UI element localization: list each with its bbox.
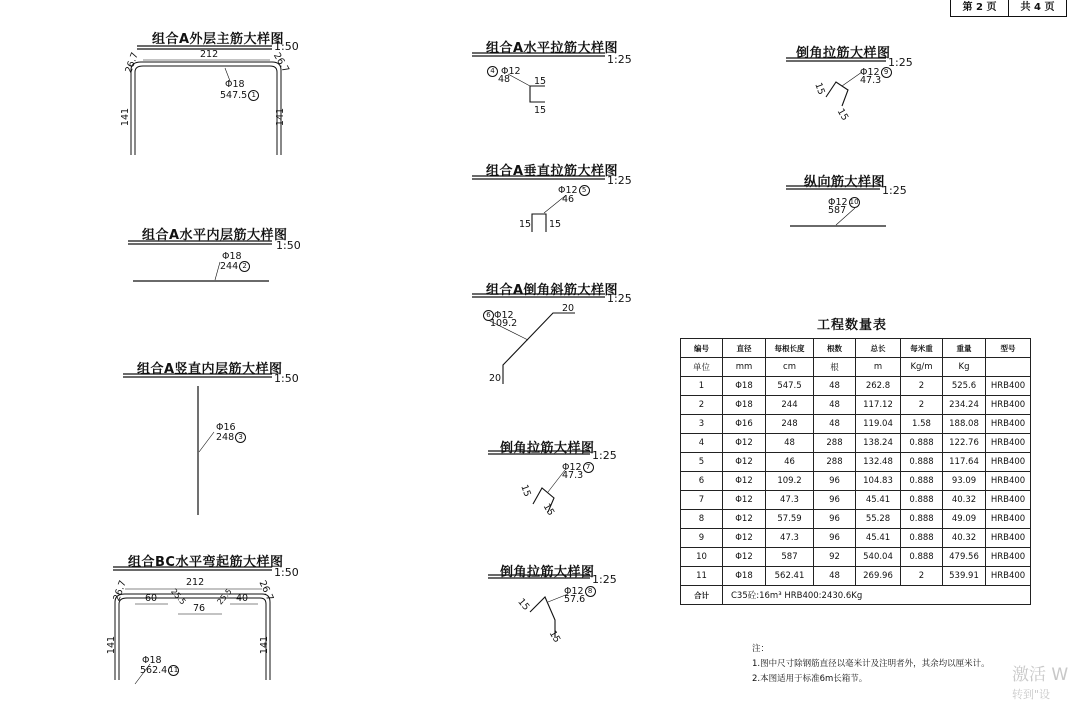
- table-cell: Φ12: [723, 491, 766, 510]
- table-cell: 562.41: [766, 567, 814, 586]
- diagram-4-bar-len: 562.4 11: [140, 665, 179, 676]
- table-cell: 45.41: [856, 491, 901, 510]
- diagram-4-dim-height-left: 141: [106, 635, 118, 655]
- diagram-11-title: 纵向筋大样图: [804, 175, 886, 190]
- notes: [752, 642, 990, 687]
- table-cell: Φ12: [723, 434, 766, 453]
- diagram-10-dim-a: 15: [812, 81, 827, 97]
- diagram-1-dim-height-right: 141: [275, 107, 287, 127]
- diagram-9-title: 倒角拉筋大样图: [500, 565, 595, 580]
- diagram-6-dim-right: 15: [549, 219, 562, 230]
- diagram-2-scale: 1:50: [276, 239, 301, 252]
- table-row: [681, 377, 1031, 396]
- table-cell: Φ12: [723, 453, 766, 472]
- bar-number-badge: 5: [579, 185, 590, 196]
- diagram-4-dim-seg-left: 60: [145, 593, 158, 604]
- diagram-5-bar-dia: 4 Φ12: [486, 66, 521, 77]
- table-cell: 每根长度: [766, 339, 814, 358]
- table-cell: 45.41: [856, 529, 901, 548]
- bar-number-badge: 3: [235, 432, 246, 443]
- diagram-4-dim-slope-left: 25.5: [169, 586, 188, 607]
- table-cell: 1: [681, 377, 723, 396]
- table-cell: 47.3: [766, 491, 814, 510]
- diagram-11-bar-len: 587: [828, 205, 847, 216]
- table-cell: 117.64: [943, 453, 986, 472]
- table-row: [681, 491, 1031, 510]
- table-cell: 总长: [856, 339, 901, 358]
- diagram-10-bar-dia: Φ12 9: [860, 67, 892, 78]
- table-cell: 每米重: [901, 339, 943, 358]
- table-cell: 132.48: [856, 453, 901, 472]
- diagram-3-bar-dia: Φ16: [216, 422, 236, 433]
- quantity-table-body: [681, 339, 1031, 605]
- table-cell: 288: [814, 434, 856, 453]
- diagram-5-title: 组合A水平拉筋大样图: [486, 41, 619, 56]
- table-cell: 55.28: [856, 510, 901, 529]
- diagram-3-bar-len: 248 3: [216, 432, 246, 443]
- table-header-row: [681, 339, 1031, 358]
- diagram-9-dim-a: 15: [515, 596, 532, 613]
- diagram-4-dim-slope-right: 25.5: [215, 586, 234, 607]
- table-cell: Φ18: [723, 567, 766, 586]
- table-cell: 104.83: [856, 472, 901, 491]
- bar-number-badge: 2: [239, 261, 250, 272]
- table-cell: 96: [814, 472, 856, 491]
- diagram-3-scale: 1:50: [274, 372, 299, 385]
- diagram-3-title: 组合A竖直内层筋大样图: [137, 362, 283, 377]
- table-cell: 型号: [986, 339, 1031, 358]
- table-row: [681, 453, 1031, 472]
- table-cell: mm: [723, 358, 766, 377]
- table-cell: 6: [681, 472, 723, 491]
- diagram-6-bar-len: 46: [562, 194, 575, 205]
- table-cell: 0.888: [901, 434, 943, 453]
- table-cell: 0.888: [901, 510, 943, 529]
- table-cell: HRB400: [986, 453, 1031, 472]
- table-cell: 48: [814, 567, 856, 586]
- table-cell: 40.32: [943, 491, 986, 510]
- table-cell: 46: [766, 453, 814, 472]
- table-cell: 49.09: [943, 510, 986, 529]
- table-cell: HRB400: [986, 548, 1031, 567]
- table-cell: HRB400: [986, 529, 1031, 548]
- table-cell: 525.6: [943, 377, 986, 396]
- table-cell: 248: [766, 415, 814, 434]
- quantity-table: [680, 338, 1031, 605]
- diagram-10-dim-b: 15: [834, 106, 851, 123]
- table-cell: 40.32: [943, 529, 986, 548]
- diagram-8-dim-b: 15: [540, 501, 557, 518]
- bar-number-badge: 7: [583, 462, 594, 473]
- table-cell: 96: [814, 529, 856, 548]
- bar-number-badge: 9: [881, 67, 892, 78]
- bar-9-shape: [826, 72, 862, 106]
- diagram-4-dim-top: 212: [186, 577, 205, 588]
- activation-watermark: 激活 W: [1012, 665, 1068, 685]
- table-cell: 2: [901, 377, 943, 396]
- diagram-1-dim-height-left: 141: [120, 107, 132, 127]
- diagram-7-scale: 1:25: [607, 292, 632, 305]
- table-cell: 2: [901, 567, 943, 586]
- table-cell: Φ16: [723, 415, 766, 434]
- table-row: [681, 415, 1031, 434]
- table-units-row: [681, 358, 1031, 377]
- diagram-10-bar-len: 47.3: [860, 75, 882, 86]
- diagram-6-bar-dia: Φ12 5: [558, 185, 590, 196]
- table-cell: 288: [814, 453, 856, 472]
- diagram-7-bar-len: 109.2: [490, 318, 518, 329]
- diagram-1-bar-dia: Φ18: [225, 79, 245, 90]
- diagram-8-bar-len: 47.3: [562, 470, 584, 481]
- table-cell: 48: [814, 396, 856, 415]
- diagram-5-bar-len: 48: [498, 74, 511, 85]
- table-row: [681, 396, 1031, 415]
- table-cell: 10: [681, 548, 723, 567]
- table-cell: Kg: [943, 358, 986, 377]
- bar-number-badge: 4: [487, 66, 498, 77]
- table-cell: HRB400: [986, 396, 1031, 415]
- table-cell: Φ12: [723, 529, 766, 548]
- table-cell: 540.04: [856, 548, 901, 567]
- diagram-9-bar-len: 57.6: [564, 594, 586, 605]
- quantity-table-title: 工程数量表: [817, 318, 888, 333]
- diagram-9-scale: 1:25: [592, 573, 617, 586]
- table-cell: 48: [766, 434, 814, 453]
- table-cell: [986, 358, 1031, 377]
- activation-watermark-sub: 转到"设: [1012, 688, 1051, 701]
- table-cell: cm: [766, 358, 814, 377]
- diagram-4-bar-dia: Φ18: [142, 655, 162, 666]
- diagram-4-scale: 1:50: [274, 566, 299, 579]
- table-cell: 92: [814, 548, 856, 567]
- diagram-5-scale: 1:25: [607, 53, 632, 66]
- table-cell: 48: [814, 377, 856, 396]
- table-cell: 109.2: [766, 472, 814, 491]
- table-cell: 93.09: [943, 472, 986, 491]
- table-cell: 547.5: [766, 377, 814, 396]
- diagram-4-dim-seg-mid: 76: [193, 603, 206, 614]
- table-cell: HRB400: [986, 567, 1031, 586]
- bar-number-badge: 6: [483, 310, 494, 321]
- table-cell: 122.76: [943, 434, 986, 453]
- table-cell: 117.12: [856, 396, 901, 415]
- diagram-6-dim-left: 15: [519, 219, 532, 230]
- diagram-4-dim-right-bevel: 26.7: [256, 578, 276, 603]
- diagram-8-title: 倒角拉筋大样图: [500, 441, 595, 456]
- table-cell: Φ12: [723, 472, 766, 491]
- table-total-row: [681, 586, 1031, 605]
- diagram-9-bar-dia: Φ12 8: [564, 586, 596, 597]
- table-cell: 57.59: [766, 510, 814, 529]
- table-cell: 4: [681, 434, 723, 453]
- diagram-4-dim-height-right: 141: [259, 635, 271, 655]
- table-cell: 96: [814, 491, 856, 510]
- table-cell: HRB400: [986, 491, 1031, 510]
- table-cell: Φ18: [723, 396, 766, 415]
- table-cell: 96: [814, 510, 856, 529]
- table-cell: 48: [814, 415, 856, 434]
- diagram-4-title: 组合BC水平弯起筋大样图: [128, 555, 284, 570]
- diagram-1-dim-right-bevel: 26.7: [270, 50, 292, 75]
- table-cell: 0.888: [901, 529, 943, 548]
- table-row: [681, 472, 1031, 491]
- table-cell: 138.24: [856, 434, 901, 453]
- table-total-label: 合计: [681, 586, 723, 605]
- table-cell: 根数: [814, 339, 856, 358]
- table-cell: 0.888: [901, 548, 943, 567]
- table-cell: HRB400: [986, 472, 1031, 491]
- diagram-5-dim-bottom: 15: [534, 105, 547, 116]
- table-cell: 539.91: [943, 567, 986, 586]
- table-cell: 9: [681, 529, 723, 548]
- table-cell: 269.96: [856, 567, 901, 586]
- diagram-7-bar-dia: 6 Φ12: [482, 310, 514, 321]
- diagram-2-bar-dia: Φ18: [222, 251, 242, 262]
- table-cell: 编号: [681, 339, 723, 358]
- diagram-4-dim-seg-right: 40: [236, 593, 249, 604]
- table-row: [681, 510, 1031, 529]
- table-cell: 3: [681, 415, 723, 434]
- note-1: 1.图中尺寸除钢筋直径以毫米计及注明者外，其余均以厘米计。: [752, 659, 990, 669]
- table-cell: 188.08: [943, 415, 986, 434]
- table-cell: 2: [901, 396, 943, 415]
- table-cell: 244: [766, 396, 814, 415]
- diagram-2-bar-len: 244 2: [220, 261, 250, 272]
- diagram-5-dim-top: 15: [534, 76, 547, 87]
- table-cell: Φ12: [723, 548, 766, 567]
- table-cell: 11: [681, 567, 723, 586]
- table-cell: 479.56: [943, 548, 986, 567]
- notes-heading: 注：: [752, 644, 770, 654]
- table-cell: 根: [814, 358, 856, 377]
- table-cell: Φ12: [723, 510, 766, 529]
- table-row: [681, 434, 1031, 453]
- bar-number-badge: 10: [849, 198, 859, 206]
- diagram-10-title: 倒角拉筋大样图: [796, 46, 891, 61]
- diagram-1-title: 组合A外层主筋大样图: [152, 32, 285, 47]
- table-cell: 1.58: [901, 415, 943, 434]
- bar-number-badge: 1: [248, 90, 259, 101]
- table-cell: 单位: [681, 358, 723, 377]
- diagram-6-title: 组合A垂直拉筋大样图: [486, 164, 619, 179]
- table-cell: 234.24: [943, 396, 986, 415]
- diagram-2-title: 组合A水平内层筋大样图: [142, 228, 288, 243]
- diagram-1-bar-len: 547.5 1: [220, 90, 259, 101]
- diagram-7-dim-top: 20: [562, 303, 575, 314]
- bar-3-shape: [198, 386, 214, 515]
- table-cell: 119.04: [856, 415, 901, 434]
- diagram-7-title: 组合A倒角斜筋大样图: [486, 283, 619, 298]
- diagram-1-dim-top: 212: [200, 49, 219, 60]
- diagram-10-scale: 1:25: [888, 56, 913, 69]
- table-cell: HRB400: [986, 377, 1031, 396]
- bar-1-shape: [131, 60, 281, 155]
- table-cell: Φ18: [723, 377, 766, 396]
- diagram-6-scale: 1:25: [607, 174, 632, 187]
- table-cell: HRB400: [986, 434, 1031, 453]
- table-cell: 587: [766, 548, 814, 567]
- table-cell: 8: [681, 510, 723, 529]
- diagram-1-scale: 1:50: [274, 40, 299, 53]
- diagram-7-dim-bottom: 20: [489, 373, 502, 384]
- table-row: [681, 529, 1031, 548]
- table-cell: 5: [681, 453, 723, 472]
- table-cell: 0.888: [901, 491, 943, 510]
- bar-number-badge: 11: [169, 666, 179, 674]
- page-current: 第 2 页: [951, 0, 1009, 16]
- note-2: 2.本图适用于标准6m长箱节。: [752, 674, 868, 684]
- diagram-11-bar-dia: Φ12 10: [828, 197, 859, 208]
- table-cell: 0.888: [901, 472, 943, 491]
- diagram-8-dim-a: 15: [518, 483, 533, 499]
- diagram-1-dim-left-bevel: 26.7: [123, 51, 141, 75]
- diagram-11-scale: 1:25: [882, 184, 907, 197]
- table-cell: 7: [681, 491, 723, 510]
- diagram-9-dim-b: 15: [546, 628, 563, 645]
- table-cell: 2: [681, 396, 723, 415]
- table-row: [681, 567, 1031, 586]
- table-cell: 重量: [943, 339, 986, 358]
- table-cell: 直径: [723, 339, 766, 358]
- table-cell: 47.3: [766, 529, 814, 548]
- page-total: 共 4 页: [1020, 2, 1055, 13]
- diagram-4-dim-left-bevel: 26.7: [111, 579, 129, 603]
- diagram-8-scale: 1:25: [592, 449, 617, 462]
- table-cell: 262.8: [856, 377, 901, 396]
- table-row: [681, 548, 1031, 567]
- table-cell: m: [856, 358, 901, 377]
- table-cell: HRB400: [986, 510, 1031, 529]
- table-cell: Kg/m: [901, 358, 943, 377]
- table-cell: 0.888: [901, 453, 943, 472]
- bar-number-badge: 8: [585, 586, 596, 597]
- diagram-8-bar-dia: Φ12 7: [562, 462, 594, 473]
- table-cell: HRB400: [986, 415, 1031, 434]
- table-total-value: C35砼:16m³ HRB400:2430.6Kg: [723, 586, 1031, 605]
